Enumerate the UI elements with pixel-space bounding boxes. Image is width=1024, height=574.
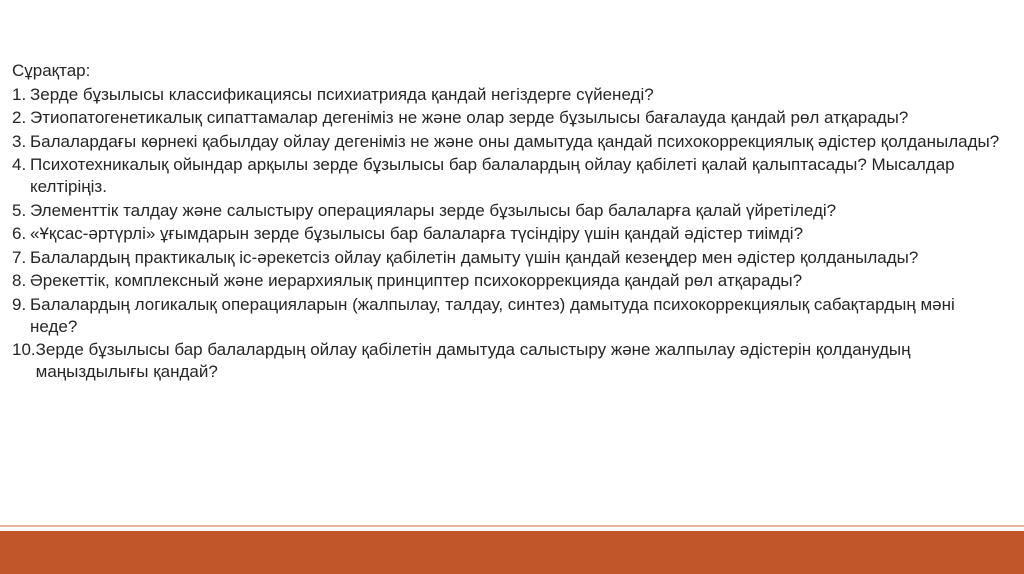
question-item xyxy=(12,131,1002,153)
question-text: Балалардың практикалық іс-әрекетсіз ойлау қабілетін дамыту үшін қандай кезеңдер мен әдістер қолданылады? xyxy=(30,247,919,267)
question-item xyxy=(12,107,1002,129)
question-item xyxy=(12,154,1002,197)
heading: Сұрақтар: xyxy=(12,61,91,80)
questions-block xyxy=(12,60,1002,384)
question-number: 3. xyxy=(12,131,27,151)
question-item xyxy=(12,270,1002,292)
question-item xyxy=(12,223,1002,245)
question-text: «Ұқсас-әртүрлі» ұғымдарын зерде бұзылысы бар балаларға түсіндіру үшін қандай әдістер тиімді? xyxy=(30,224,804,244)
question-number: 10. xyxy=(12,340,36,360)
question-number: 4. xyxy=(12,155,27,175)
question-item xyxy=(12,294,1002,337)
question-text: Әрекеттік, комплексный және иерархиялық принциптер психокоррекцияда қандай рөл атқарады? xyxy=(30,271,803,291)
question-number: 7. xyxy=(12,247,27,267)
question-number: 8. xyxy=(12,271,27,291)
question-item xyxy=(12,84,1002,106)
question-text: Психотехникалық ойындар арқылы зерде бұзылысы бар балалардың ойлау қабілеті қалай қалыптасады? Мысалдар келтіріңіз. xyxy=(30,155,955,196)
question-text: Зерде бұзылысы бар балалардың ойлау қабілетін дамытуда салыстыру және жалпылау әдістерін қолданудың маңыздылығы қандай? xyxy=(35,340,911,381)
question-item xyxy=(12,339,1002,382)
question-text: Этиопатогенетикалық сипаттамалар дегеніміз не және олар зерде бұзылысы бағалауда қандай рөл атқарады? xyxy=(30,108,909,128)
question-text: Балалардың логикалық операцияларын (жалпылау, талдау, синтез) дамытуда психокоррекциялық сабақтардың мәні неде? xyxy=(30,294,955,336)
question-item xyxy=(12,247,1002,269)
question-number: 2. xyxy=(12,108,27,128)
question-number: 1. xyxy=(12,84,27,104)
question-text: Балалардағы көрнекі қабылдау ойлау дегеніміз не және оны дамытуда қандай психокоррекциялық әдістер қолданылады? xyxy=(30,131,1000,151)
question-number: 6. xyxy=(12,224,27,244)
question-number: 9. xyxy=(12,294,27,314)
question-list xyxy=(12,84,1002,383)
question-text: Зерде бұзылысы классификациясы психиатрияда қандай негіздерге сүйенеді? xyxy=(30,84,654,104)
footer-bar xyxy=(0,531,1024,574)
question-text: Элементтік талдау және салыстыру операциялары зерде бұзылысы бар балаларға қалай үйретіледі? xyxy=(30,200,837,220)
question-item xyxy=(12,200,1002,222)
question-number: 5. xyxy=(12,200,27,220)
footer-accent-line xyxy=(0,525,1024,527)
